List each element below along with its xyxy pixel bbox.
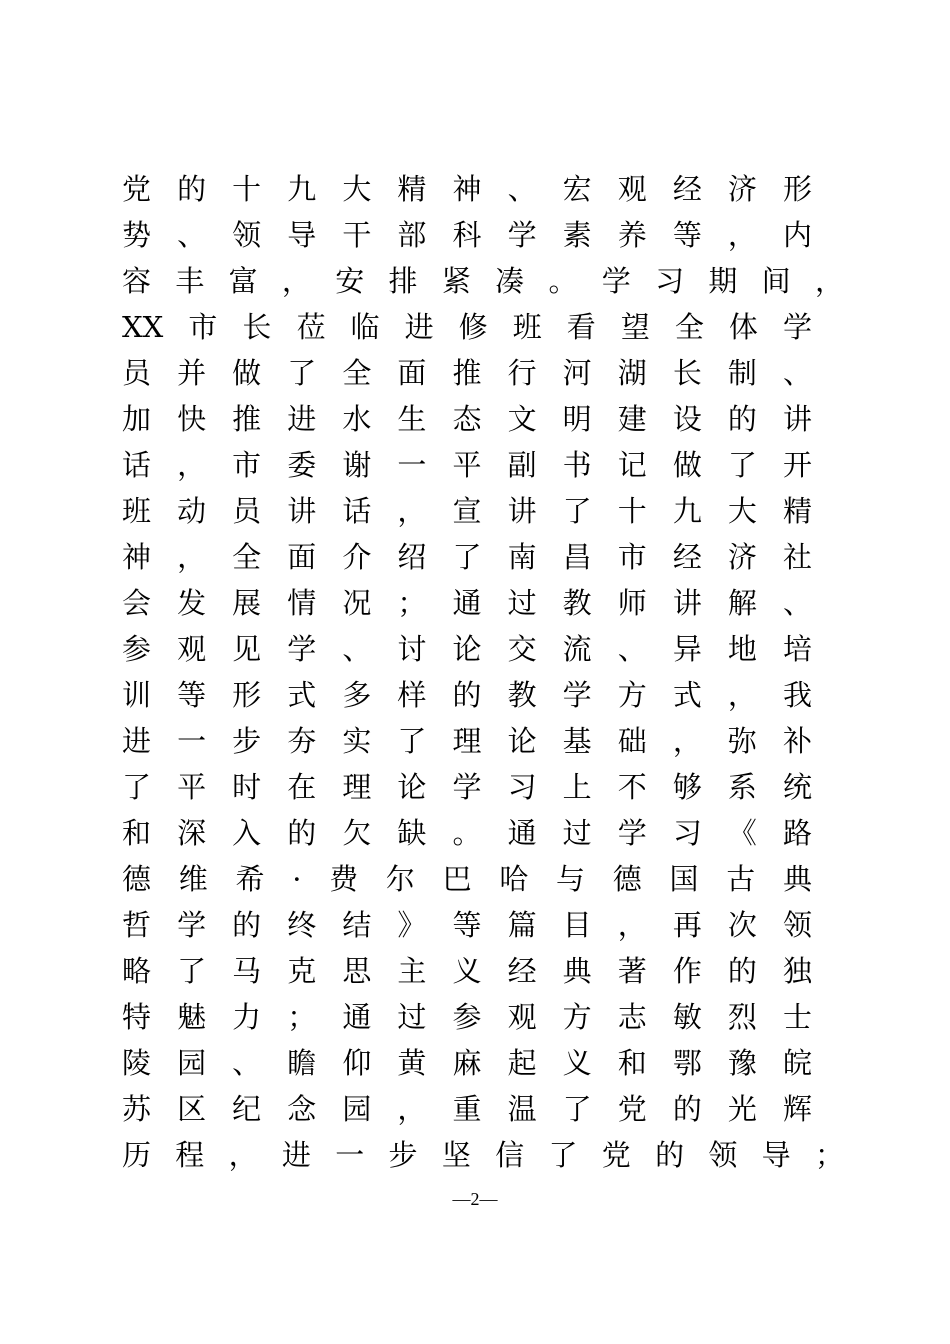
text-line: 容丰富，安排紧凑。学习期间， xyxy=(122,264,844,298)
text-line: 了平时在理论学习上不够系统 xyxy=(122,770,812,804)
text-line: 德维希·费尔巴哈与德国古典 xyxy=(122,862,812,896)
text-line: 神，全面介绍了南昌市经济社 xyxy=(122,540,812,574)
text-line: 加快推进水生态文明建设的讲 xyxy=(122,402,812,436)
text-line: 进一步夯实了理论基础，弥补 xyxy=(122,724,812,758)
text-line: 和深入的欠缺。通过学习《路 xyxy=(122,816,812,850)
body-text xyxy=(122,166,844,1178)
text-line: 党的十九大精神、宏观经济形 xyxy=(122,172,812,206)
page-number: —2— xyxy=(452,1189,498,1209)
text-line: 哲学的终结》等篇目，再次领 xyxy=(122,908,812,942)
text-line: 势、领导干部科学素养等，内 xyxy=(122,218,812,252)
text-line: 特魅力；通过参观方志敏烈士 xyxy=(122,1000,812,1034)
text-line: 话，市委谢一平副书记做了开 xyxy=(122,448,812,482)
text-line: 略了马克思主义经典著作的独 xyxy=(122,954,812,988)
text-line: 参观见学、讨论交流、异地培 xyxy=(122,632,812,666)
text-line: 会发展情况；通过教师讲解、 xyxy=(122,586,812,620)
text-line: 训等形式多样的教学方式，我 xyxy=(122,678,812,712)
text-line: XX市长莅临进修班看望全体学 xyxy=(122,310,812,344)
text-line: 员并做了全面推行河湖长制、 xyxy=(122,356,812,390)
text-line: 苏区纪念园，重温了党的光辉 xyxy=(122,1092,812,1126)
text-line: 历程，进一步坚信了党的领导； xyxy=(122,1138,844,1172)
text-line: 班动员讲话，宣讲了十九大精 xyxy=(122,494,812,528)
text-line: 陵园、瞻仰黄麻起义和鄂豫皖 xyxy=(122,1046,812,1080)
